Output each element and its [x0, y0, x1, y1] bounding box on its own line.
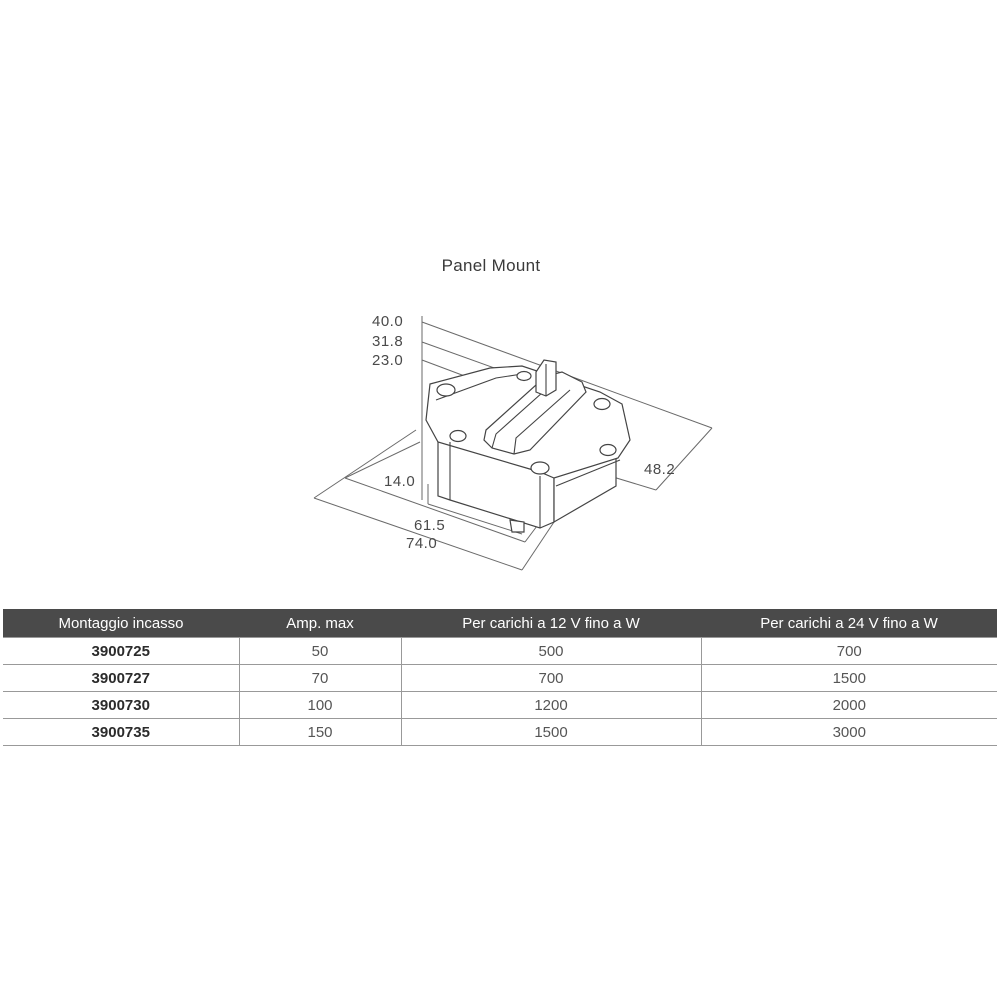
- table-row: [3, 719, 997, 746]
- cell-model: 3900730: [3, 692, 239, 719]
- cell-12v: 700: [401, 665, 701, 692]
- cell-24v: 2000: [701, 692, 997, 719]
- cell-12v: 500: [401, 638, 701, 665]
- panel-mount-drawing: [300, 300, 720, 580]
- cell-amp: 70: [239, 665, 401, 692]
- mounting-hole-left-front: [450, 431, 466, 442]
- cell-model: 3900725: [3, 638, 239, 665]
- dim-label-40: 40.0: [372, 313, 404, 330]
- cell-model: 3900727: [3, 665, 239, 692]
- table-row: [3, 638, 997, 665]
- cell-amp: 50: [239, 638, 401, 665]
- cell-amp: 150: [239, 719, 401, 746]
- dim-label-74: 74.0: [406, 535, 438, 552]
- table-row: [3, 665, 997, 692]
- cell-model: 3900735: [3, 719, 239, 746]
- header-24v-load: Per carichi a 24 V fino a W: [701, 609, 997, 638]
- terminal-front: [531, 462, 549, 474]
- dim-label-23: 23.0: [372, 352, 404, 369]
- dim-line-48-2: [656, 428, 712, 490]
- dim-label-14: 14.0: [384, 473, 416, 490]
- dim-label-61-5: 61.5: [414, 517, 446, 534]
- cell-24v: 700: [701, 638, 997, 665]
- cell-12v: 1200: [401, 692, 701, 719]
- header-model: Montaggio incasso: [3, 609, 239, 638]
- bottom-stud: [510, 520, 524, 532]
- table-row: [3, 692, 997, 719]
- mounting-hole-right-front: [600, 445, 616, 456]
- cell-amp: 100: [239, 692, 401, 719]
- cell-24v: 1500: [701, 665, 997, 692]
- mounting-hole-right-back: [594, 399, 610, 410]
- dim-label-31-8: 31.8: [372, 333, 404, 350]
- spec-table: [3, 609, 997, 746]
- terminal-back: [517, 372, 531, 381]
- cell-24v: 3000: [701, 719, 997, 746]
- dim-label-48-2: 48.2: [644, 461, 676, 478]
- drawing-title: Panel Mount: [441, 256, 541, 275]
- header-amp-max: Amp. max: [239, 609, 401, 638]
- header-12v-load: Per carichi a 12 V fino a W: [401, 609, 701, 638]
- cell-12v: 1500: [401, 719, 701, 746]
- mounting-hole-left-back: [437, 384, 455, 396]
- table-header-row: [3, 609, 997, 638]
